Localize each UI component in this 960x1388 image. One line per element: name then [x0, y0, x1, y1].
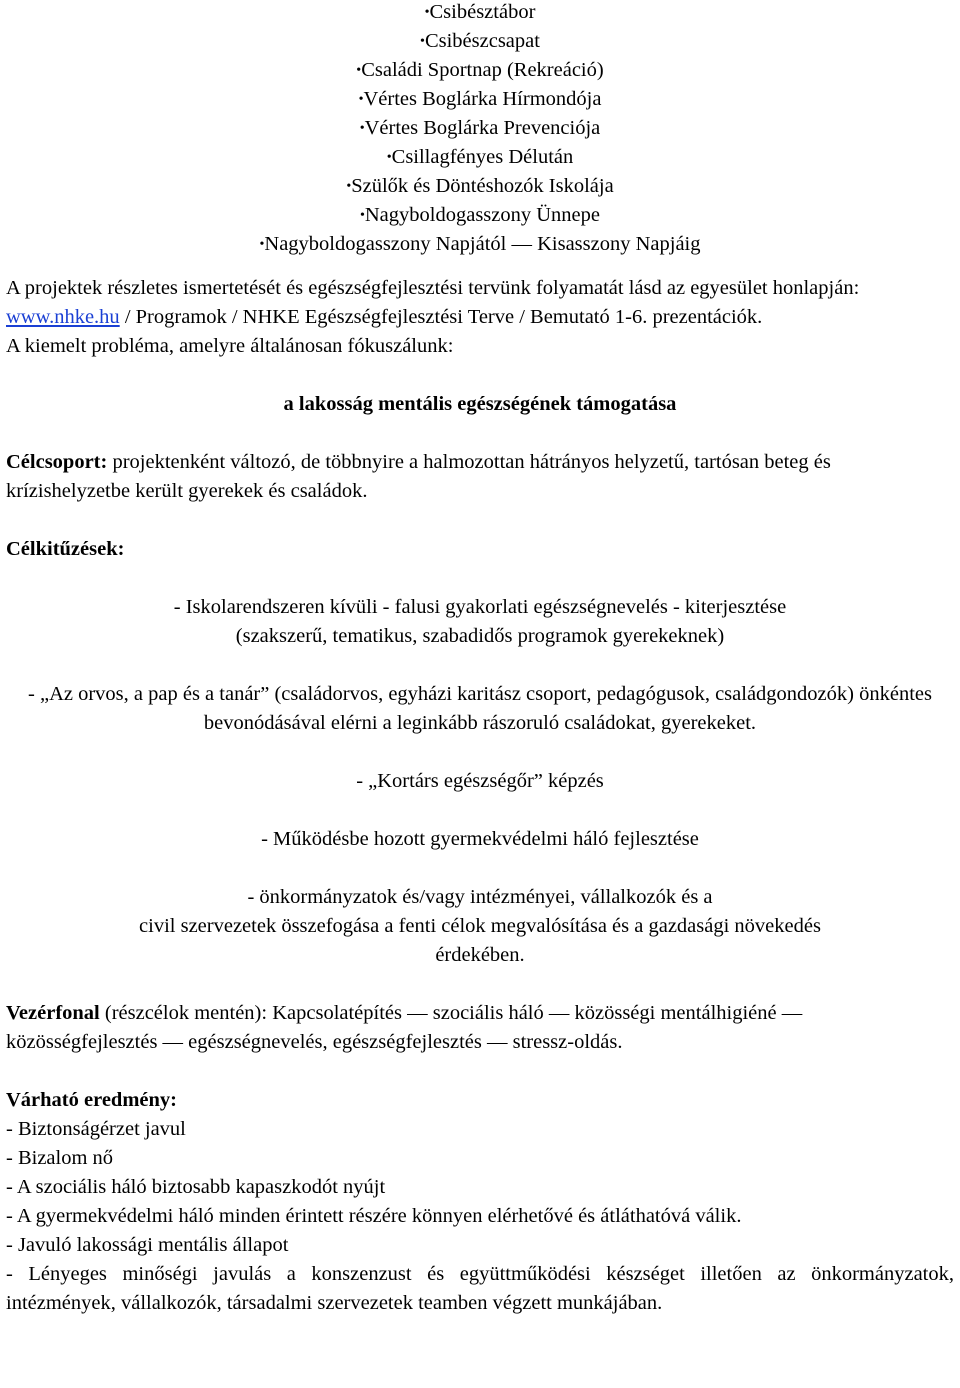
goal-item: - önkormányzatok és/vagy intézményei, vállalkozók és a — [247, 886, 713, 908]
bullet-icon: • — [346, 179, 352, 194]
bullet-icon: • — [356, 63, 362, 78]
program-item: •Nagyboldogasszony Napjától — Kisasszony Napjáig — [259, 233, 701, 255]
goal-item: civil szervezetek összefogása a fenti célok megvalósítása és a gazdasági növekedés — [139, 915, 821, 937]
bullet-icon: • — [359, 208, 365, 223]
program-item: •Csibésztábor — [424, 1, 536, 23]
bullet-icon: • — [358, 92, 364, 107]
result-item: - Bizalom nő — [6, 1147, 114, 1169]
program-item: •Szülők és Döntéshozók Iskolája — [346, 175, 614, 197]
goal-item: (szakszerű, tematikus, szabadidős programok gyerekeknek) — [235, 625, 725, 647]
program-item: •Vértes Boglárka Hírmondója — [358, 88, 602, 110]
goal-item: - Működésbe hozott gyermekvédelmi háló fejlesztése — [261, 828, 699, 850]
target-group-paragraph: Célcsoport: projektenként változó, de többnyire a halmozottan hátrányos helyzetű, tartósan beteg és krízishelyzetbe került gyerekek és családok. — [6, 451, 831, 502]
goal-item: - „Az orvos, a pap és a tanár” (családorvos, egyházi karitász csoport, pedagógusok, családgondozók) önkéntes bevonódásával elérni a leginkább rászoruló családokat, gyerekeket. — [28, 683, 932, 734]
results-heading: Várható eredmény: — [6, 1089, 177, 1111]
program-item: •Nagyboldogasszony Ünnepe — [359, 204, 601, 226]
program-item: •Vértes Boglárka Prevenciója — [359, 117, 601, 139]
result-item: - A gyermekvédelmi háló minden érintett részére könnyen elérhetővé és átláthatóvá válik. — [6, 1205, 742, 1227]
website-link[interactable]: www.nhke.hu — [6, 306, 120, 328]
bullet-icon: • — [359, 121, 365, 136]
program-item: •Családi Sportnap (Rekreáció) — [356, 59, 604, 81]
result-item: - Biztonságérzet javul — [6, 1118, 186, 1140]
goals-heading: Célkitűzések: — [6, 538, 125, 560]
focus-line: A kiemelt probléma, amelyre általánosan fókuszálunk: — [6, 335, 454, 357]
bullet-icon: • — [424, 5, 430, 20]
goal-item: - „Kortárs egészségőr” képzés — [356, 770, 604, 792]
result-item: - A szociális háló biztosabb kapaszkodót nyújt — [6, 1176, 386, 1198]
headline: a lakosság mentális egészségének támogatása — [283, 393, 677, 415]
program-list — [6, 0, 954, 261]
intro-paragraph: A projektek részletes ismertetését és egészségfejlesztési tervünk folyamatát lásd az egyesület honlapján: www.nhke.hu / Programok / NHKE Egészségfejlesztési Terve / Bemutató 1-6. prezentációk. — [6, 277, 860, 328]
guideline-label: Vezérfonal — [6, 1002, 100, 1024]
program-item: •Csillagfényes Délután — [386, 146, 574, 168]
target-group-label: Célcsoport: — [6, 451, 108, 473]
result-item: - Lényeges minőségi javulás a konszenzust és együttműködési készséget illetően az önkormányzatok, intézmények, vállalkozók, társadalmi szervezetek teamben végzett munkájában. — [6, 1263, 954, 1314]
goal-item: érdekében. — [435, 944, 525, 966]
bullet-icon: • — [259, 237, 265, 252]
bullet-icon: • — [420, 34, 425, 49]
program-item: •Csibészcsapat — [420, 30, 540, 52]
goal-item: - Iskolarendszeren kívüli - falusi gyakorlati egészségnevelés - kiterjesztése — [173, 596, 787, 618]
bullet-icon: • — [386, 150, 392, 165]
guideline-paragraph: Vezérfonal (részcélok mentén): Kapcsolatépítés — szociális háló — közösségi mentálhigiéné — közösségfejlesztés — egészségnevelés, egészségfejlesztés — stressz-oldás. — [6, 1002, 803, 1053]
result-item: - Javuló lakossági mentális állapot — [6, 1234, 289, 1256]
